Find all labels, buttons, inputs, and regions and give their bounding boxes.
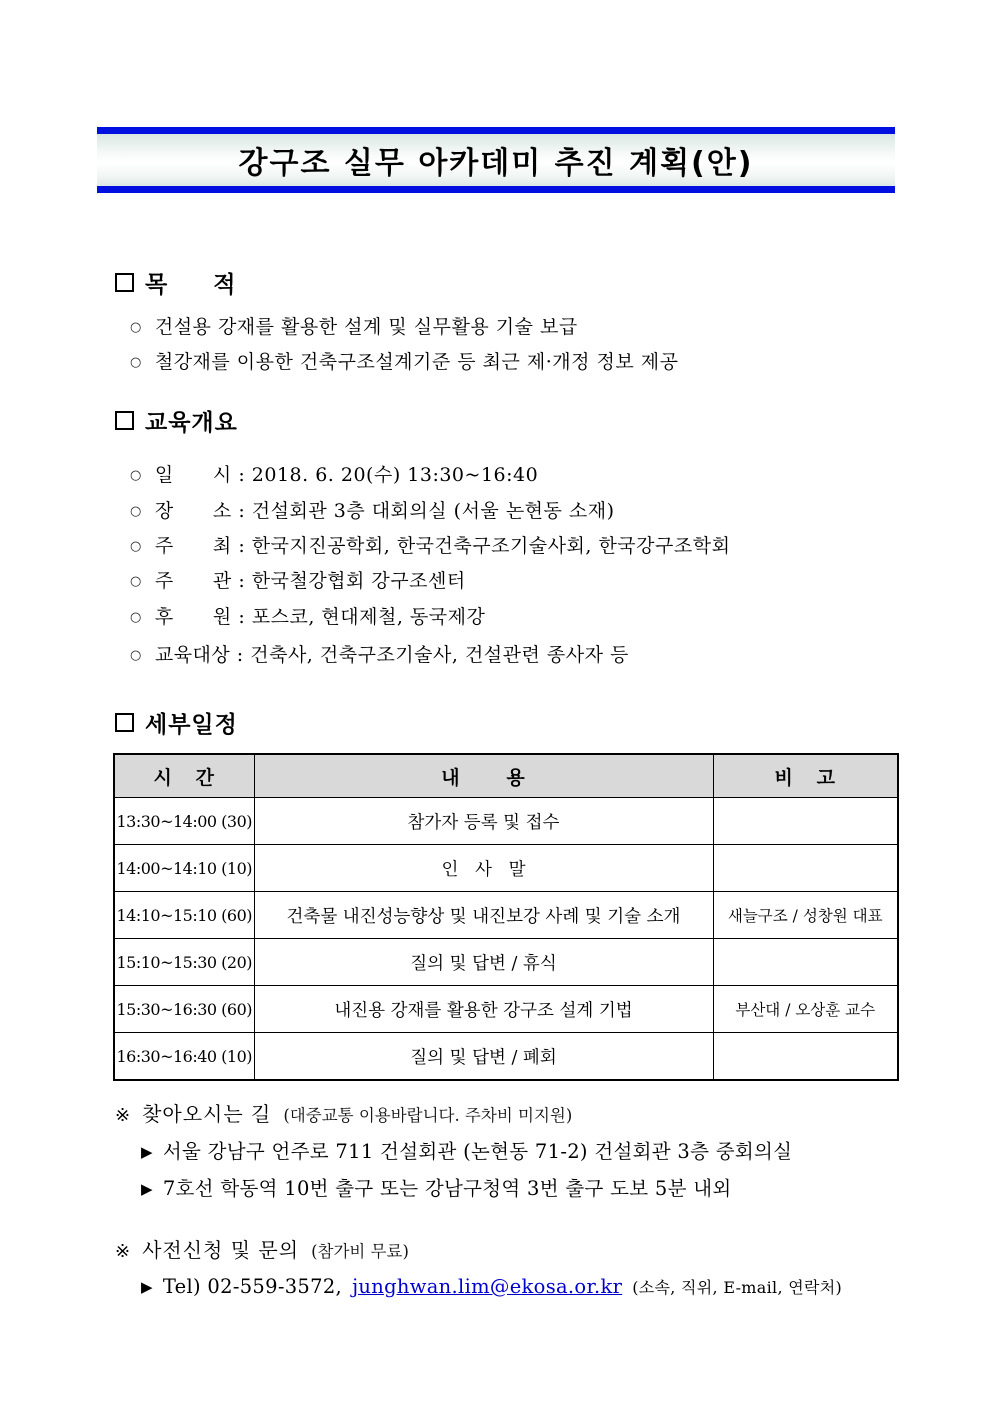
circle-bullet-icon: ○ [130,468,142,483]
circle-bullet-icon: ○ [130,320,142,335]
purpose-item [130,347,679,374]
overview-line-text: 후 원 : 포스코, 현대제철, 동국제강 [154,606,486,628]
registration-heading-note: (참가비 무료) [311,1242,409,1261]
overview-line [130,496,615,523]
note-cell [713,939,898,986]
table-row [114,1033,898,1081]
overview-line [130,460,538,487]
telephone-number: Tel) 02-559-3572, [162,1275,343,1298]
content-cell: 참가자 등록 및 접수 [254,798,713,845]
section-box-icon [115,273,134,292]
directions-item [141,1173,732,1201]
circle-bullet-icon: ○ [130,648,142,663]
section-heading-schedule [115,706,238,739]
table-row [114,986,898,1033]
email-link[interactable]: junghwan.lim@ekosa.or.kr [352,1275,623,1298]
triangle-arrow-icon: ▶ [141,1278,153,1296]
triangle-arrow-icon: ▶ [141,1180,153,1198]
registration-heading-text: 사전신청 및 문의 [142,1238,300,1262]
overview-line-text: 주 최 : 한국지진공학회, 한국건축구조기술사회, 한국강구조학회 [154,535,731,557]
directions-item [141,1136,792,1164]
time-cell: 15:10~15:30 (20) [114,939,254,986]
time-cell: 13:30~14:00 (30) [114,798,254,845]
section-title-overview: 교육개요 [145,410,238,436]
overview-line-text: 일 시 : 2018. 6. 20(수) 13:30~16:40 [154,464,539,486]
content-cell: 인 사 말 [254,845,713,892]
directions-item-text: 7호선 학동역 10번 출구 또는 강남구청역 3번 출구 도보 5분 내외 [162,1177,732,1200]
content-cell: 건축물 내진성능향상 및 내진보강 사례 및 기술 소개 [254,892,713,939]
note-cell: 새늘구조 / 성창원 대표 [713,892,898,939]
overview-line [130,602,485,629]
directions-item-text: 서울 강남구 언주로 711 건설회관 (논현동 71-2) 건설회관 3층 중회의실 [162,1140,793,1163]
reference-mark-icon: ※ [115,1241,131,1262]
section-heading-overview [115,404,238,437]
section-box-icon [115,411,134,430]
schedule-table [113,753,899,1081]
note-cell [713,798,898,845]
table-row [114,845,898,892]
section-title-schedule: 세부일정 [145,712,238,738]
table-row [114,798,898,845]
triangle-arrow-icon: ▶ [141,1143,153,1161]
reference-mark-icon: ※ [115,1105,131,1126]
column-header-time: 시 간 [114,754,254,798]
overview-line [130,566,466,593]
circle-bullet-icon: ○ [130,355,142,370]
note-cell [713,1033,898,1081]
note-cell: 부산대 / 오상훈 교수 [713,986,898,1033]
overview-line [130,640,629,667]
table-row [114,892,898,939]
time-cell: 15:30~16:30 (60) [114,986,254,1033]
time-cell: 16:30~16:40 (10) [114,1033,254,1081]
note-cell [713,845,898,892]
overview-line-text: 주 관 : 한국철강협회 강구조센터 [154,570,466,592]
directions-heading-text: 찾아오시는 길 [142,1102,272,1126]
time-cell: 14:00~14:10 (10) [114,845,254,892]
registration-heading [115,1234,409,1263]
section-title-purpose: 목 적 [145,272,237,298]
circle-bullet-icon: ○ [130,539,142,554]
circle-bullet-icon: ○ [130,504,142,519]
contact-info-note: (소속, 직위, E-mail, 연락처) [632,1278,843,1297]
column-header-note: 비 고 [713,754,898,798]
directions-heading [115,1098,572,1127]
content-cell: 질의 및 답변 / 휴식 [254,939,713,986]
title-banner [97,127,895,193]
circle-bullet-icon: ○ [130,610,142,625]
section-box-icon [115,713,134,732]
page-title: 강구조 실무 아카데미 추진 계획(안) [238,146,754,181]
content-cell: 질의 및 답변 / 폐회 [254,1033,713,1081]
contact-line [141,1275,842,1298]
table-row [114,939,898,986]
time-cell: 14:10~15:10 (60) [114,892,254,939]
overview-line-text: 장 소 : 건설회관 3층 대회의실 (서울 논현동 소재) [154,500,615,522]
directions-heading-note: (대중교통 이용바랍니다. 주차비 미지원) [283,1106,573,1125]
purpose-item-text: 건설용 강재를 활용한 설계 및 실무활용 기술 보급 [154,316,578,338]
purpose-item [130,312,578,339]
purpose-item-text: 철강재를 이용한 건축구조설계기준 등 최근 제·개정 정보 제공 [154,351,679,373]
column-header-content: 내 용 [254,754,713,798]
overview-line-text: 교육대상 : 건축사, 건축구조기술사, 건설관련 종사자 등 [154,644,629,666]
table-header-row [114,754,898,798]
content-cell: 내진용 강재를 활용한 강구조 설계 기법 [254,986,713,1033]
section-heading-purpose [115,266,236,299]
circle-bullet-icon: ○ [130,574,142,589]
overview-line [130,531,730,558]
